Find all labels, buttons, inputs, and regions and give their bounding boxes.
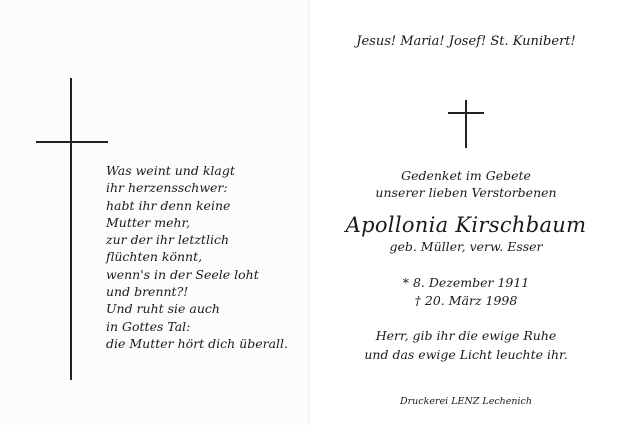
invocation-line: Jesus! Maria! Josef! St. Kunibert! <box>356 34 576 49</box>
life-dates <box>310 274 622 310</box>
poem-line: die Mutter hört dich überall. <box>106 335 289 351</box>
deceased-name: Apollonia Kirschbaum <box>345 213 587 237</box>
poem-line: und brennt?! <box>106 284 189 300</box>
printer-credit: Druckerei LENZ Lechenich <box>400 396 532 407</box>
poem <box>106 162 288 352</box>
poem-line: ihr herzensschwer: <box>106 180 228 196</box>
cross-horizontal-beam <box>448 112 484 114</box>
poem-line: habt ihr denn keine <box>106 197 231 213</box>
remembrance-line: unserer lieben Verstorbenen <box>375 185 557 200</box>
poem-line: Mutter mehr, <box>106 214 191 230</box>
prayer-line: und das ewige Licht leuchte ihr. <box>364 347 568 362</box>
left-page <box>0 0 308 425</box>
poem-line: in Gottes Tal: <box>106 318 191 334</box>
poem-line: Was weint und klagt <box>106 163 235 178</box>
poem-line: wenn's in der Seele loht <box>106 266 259 282</box>
poem-line: zur der ihr letztlich <box>106 232 230 248</box>
remembrance-text <box>310 167 622 201</box>
cross-vertical-beam <box>70 78 72 380</box>
tall-cross-icon <box>36 78 108 380</box>
poem-line: Und ruht sie auch <box>106 301 220 317</box>
small-cross-icon <box>448 100 484 148</box>
cross-vertical-beam <box>465 100 467 148</box>
prayer-line: Herr, gib ihr die ewige Ruhe <box>375 328 557 343</box>
right-page <box>310 0 622 425</box>
poem-line: flüchten könnt, <box>106 249 203 265</box>
birth-date: * 8. Dezember 1911 <box>402 275 530 290</box>
prayer <box>310 326 622 364</box>
remembrance-line: Gedenket im Gebete <box>401 168 531 183</box>
death-date: † 20. März 1998 <box>414 293 518 308</box>
maiden-names: geb. Müller, verw. Esser <box>389 239 543 254</box>
cross-horizontal-beam <box>36 141 108 143</box>
